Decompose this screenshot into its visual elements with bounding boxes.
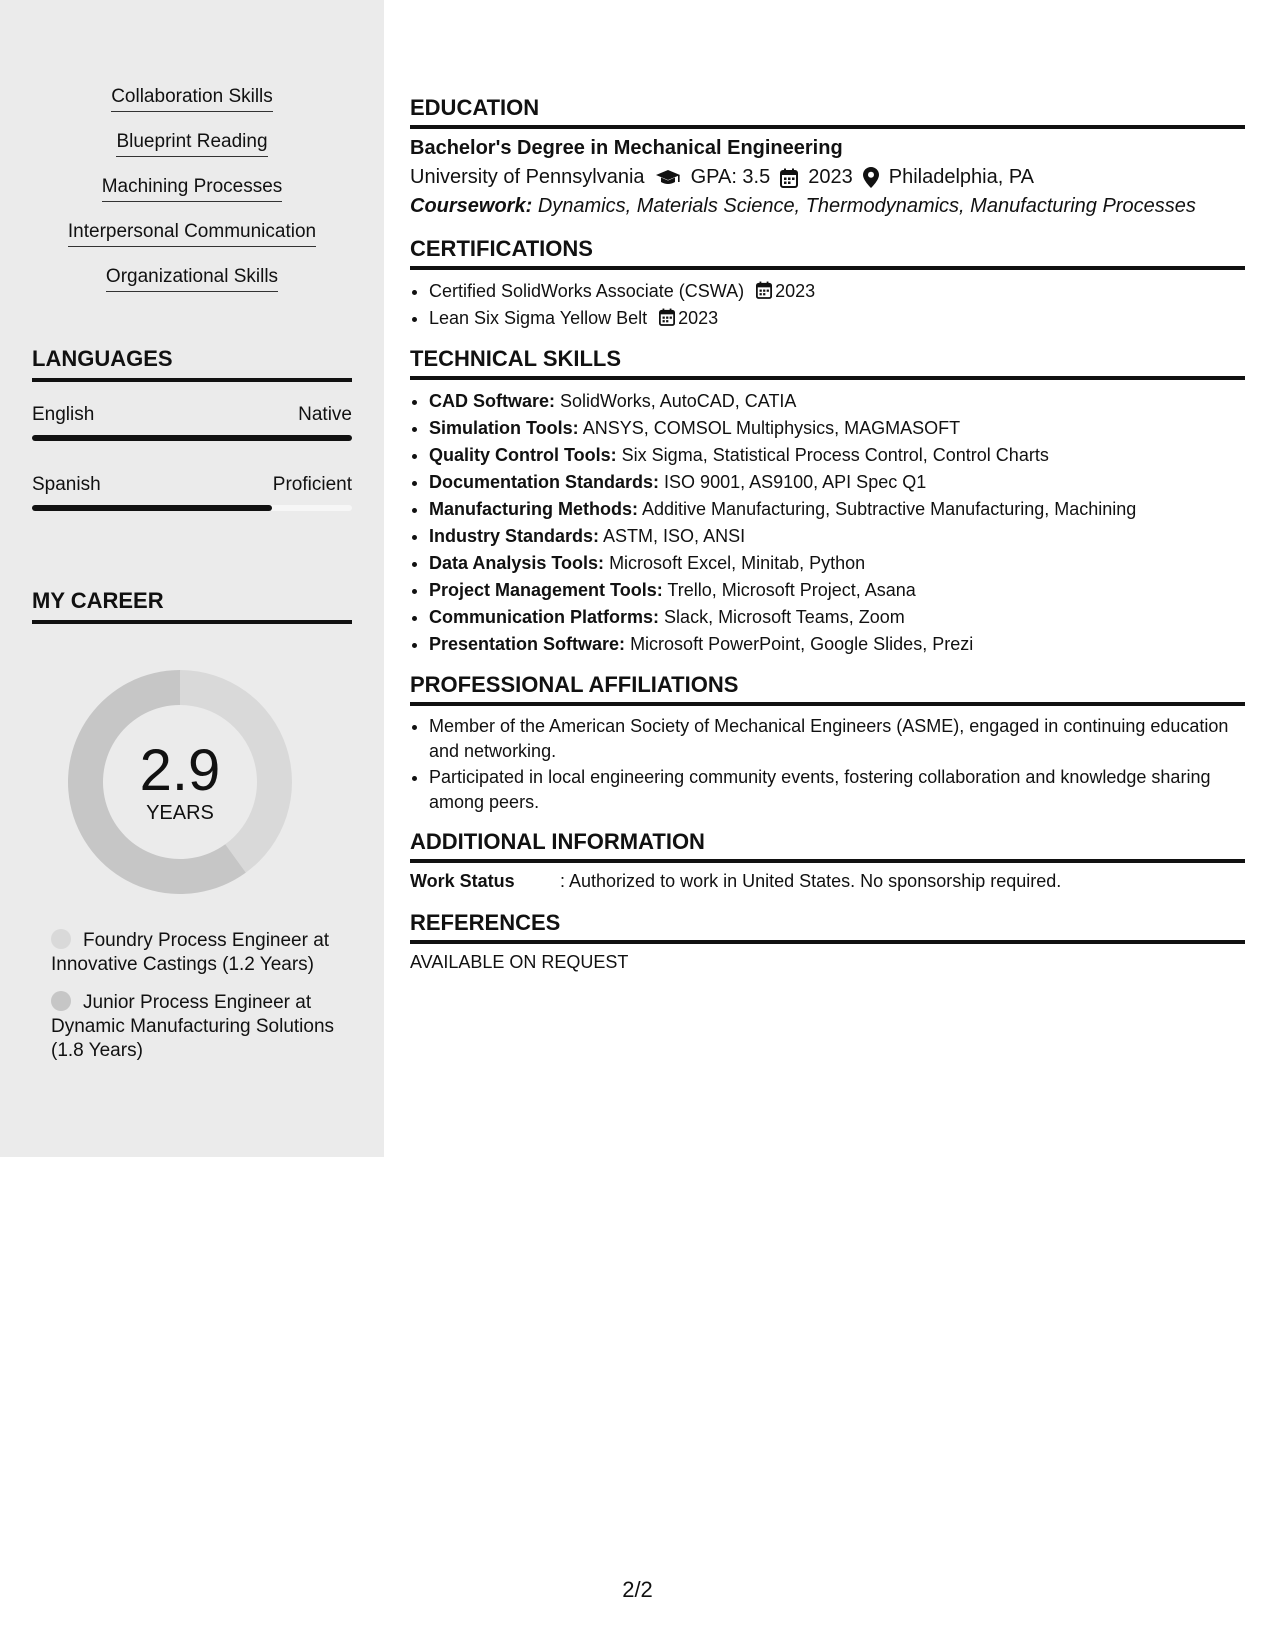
language-spanish	[32, 474, 352, 511]
skill-item: Organizational Skills	[0, 266, 384, 311]
technical-skill-item: • Quality Control Tools: Six Sigma, Statistical Process Control, Control Charts	[429, 442, 1245, 469]
references-text: AVAILABLE ON REQUEST	[410, 952, 629, 972]
school: University of Pennsylvania	[410, 166, 645, 188]
work-status	[410, 871, 1245, 892]
education-heading: EDUCATION	[410, 95, 1245, 129]
work-status-label: Work Status	[410, 871, 515, 891]
skill-item: Machining Processes	[0, 176, 384, 221]
skill-item: Blueprint Reading	[0, 131, 384, 176]
language-name: English	[32, 404, 95, 425]
additional-info-heading: ADDITIONAL INFORMATION	[410, 829, 1245, 863]
technical-skill-item: • Communication Platforms: Slack, Microsoft Teams, Zoom	[429, 604, 1245, 631]
main-content	[410, 95, 1245, 973]
skill-item: Collaboration Skills	[0, 86, 384, 131]
career-item: Junior Process Engineer at Dynamic Manufacturing Solutions (1.8 Years)	[51, 992, 335, 1061]
work-status-value: : Authorized to work in United States. No sponsorship required.	[560, 871, 1062, 891]
education-details	[410, 166, 1245, 189]
technical-skill-item: • Documentation Standards: ISO 9001, AS9100, API Spec Q1	[429, 469, 1245, 496]
technical-skill-item: • Presentation Software: Microsoft PowerPoint, Google Slides, Prezi	[429, 631, 1245, 658]
technical-skill-item: • Project Management Tools: Trello, Microsoft Project, Asana	[429, 577, 1245, 604]
degree: Bachelor's Degree in Mechanical Engineering	[410, 137, 843, 159]
graduation-year: 2023	[808, 166, 853, 188]
location: Philadelphia, PA	[888, 166, 1035, 188]
career-heading: MY CAREER	[32, 588, 352, 624]
certification-item: • Lean Six Sigma Yellow Belt 2023	[429, 305, 1245, 332]
affiliations-heading: PROFESSIONAL AFFILIATIONS	[410, 672, 1245, 706]
career-item: Foundry Process Engineer at Innovative Castings (1.2 Years)	[51, 930, 330, 975]
language-english	[32, 404, 352, 441]
language-level: Native	[298, 404, 352, 425]
career-legend-dot	[51, 991, 71, 1011]
language-bar	[32, 435, 352, 441]
skill-item: Interpersonal Communication	[0, 221, 384, 266]
technical-skill-item: • CAD Software: SolidWorks, AutoCAD, CATIA	[429, 388, 1245, 415]
sidebar	[0, 0, 384, 1157]
technical-skill-item: • Manufacturing Methods: Additive Manufacturing, Subtractive Manufacturing, Machining	[429, 496, 1245, 523]
page-number: 2/2	[622, 1577, 653, 1602]
language-bar	[32, 505, 352, 511]
graduation-cap-icon	[655, 169, 681, 187]
career-legend-dot	[51, 929, 71, 949]
calendar-icon	[659, 308, 675, 326]
coursework: Coursework: Dynamics, Materials Science, Thermodynamics, Manufacturing Processes	[410, 195, 1196, 217]
technical-skill-item: • Simulation Tools: ANSYS, COMSOL Multiphysics, MAGMASOFT	[429, 415, 1245, 442]
career-total-years: 2.9	[139, 738, 221, 803]
language-level: Proficient	[272, 474, 352, 495]
calendar-icon	[756, 281, 772, 299]
language-name: Spanish	[32, 474, 101, 495]
technical-skills-heading: TECHNICAL SKILLS	[410, 346, 1245, 380]
affiliation-item: • Participated in local engineering community events, fostering collaboration and knowledge sharing among peers.	[429, 765, 1245, 815]
references-heading: REFERENCES	[410, 910, 1245, 944]
affiliation-item: • Member of the American Society of Mechanical Engineers (ASME), engaged in continuing education and networking.	[429, 714, 1245, 764]
calendar-icon	[780, 168, 798, 188]
certifications-heading: CERTIFICATIONS	[410, 236, 1245, 270]
affiliations-list	[410, 714, 1245, 815]
gpa: GPA: 3.5	[690, 166, 771, 188]
certifications-list	[410, 278, 1245, 332]
technical-skill-item: • Data Analysis Tools: Microsoft Excel, Minitab, Python	[429, 550, 1245, 577]
career-years-unit: YEARS	[146, 802, 214, 824]
skills-list	[0, 86, 384, 311]
technical-skills-list	[410, 388, 1245, 658]
certification-item: • Certified SolidWorks Associate (CSWA) 2023	[429, 278, 1245, 305]
technical-skill-item: • Industry Standards: ASTM, ISO, ANSI	[429, 523, 1245, 550]
location-pin-icon	[863, 167, 879, 188]
languages-heading: LANGUAGES	[32, 346, 352, 382]
